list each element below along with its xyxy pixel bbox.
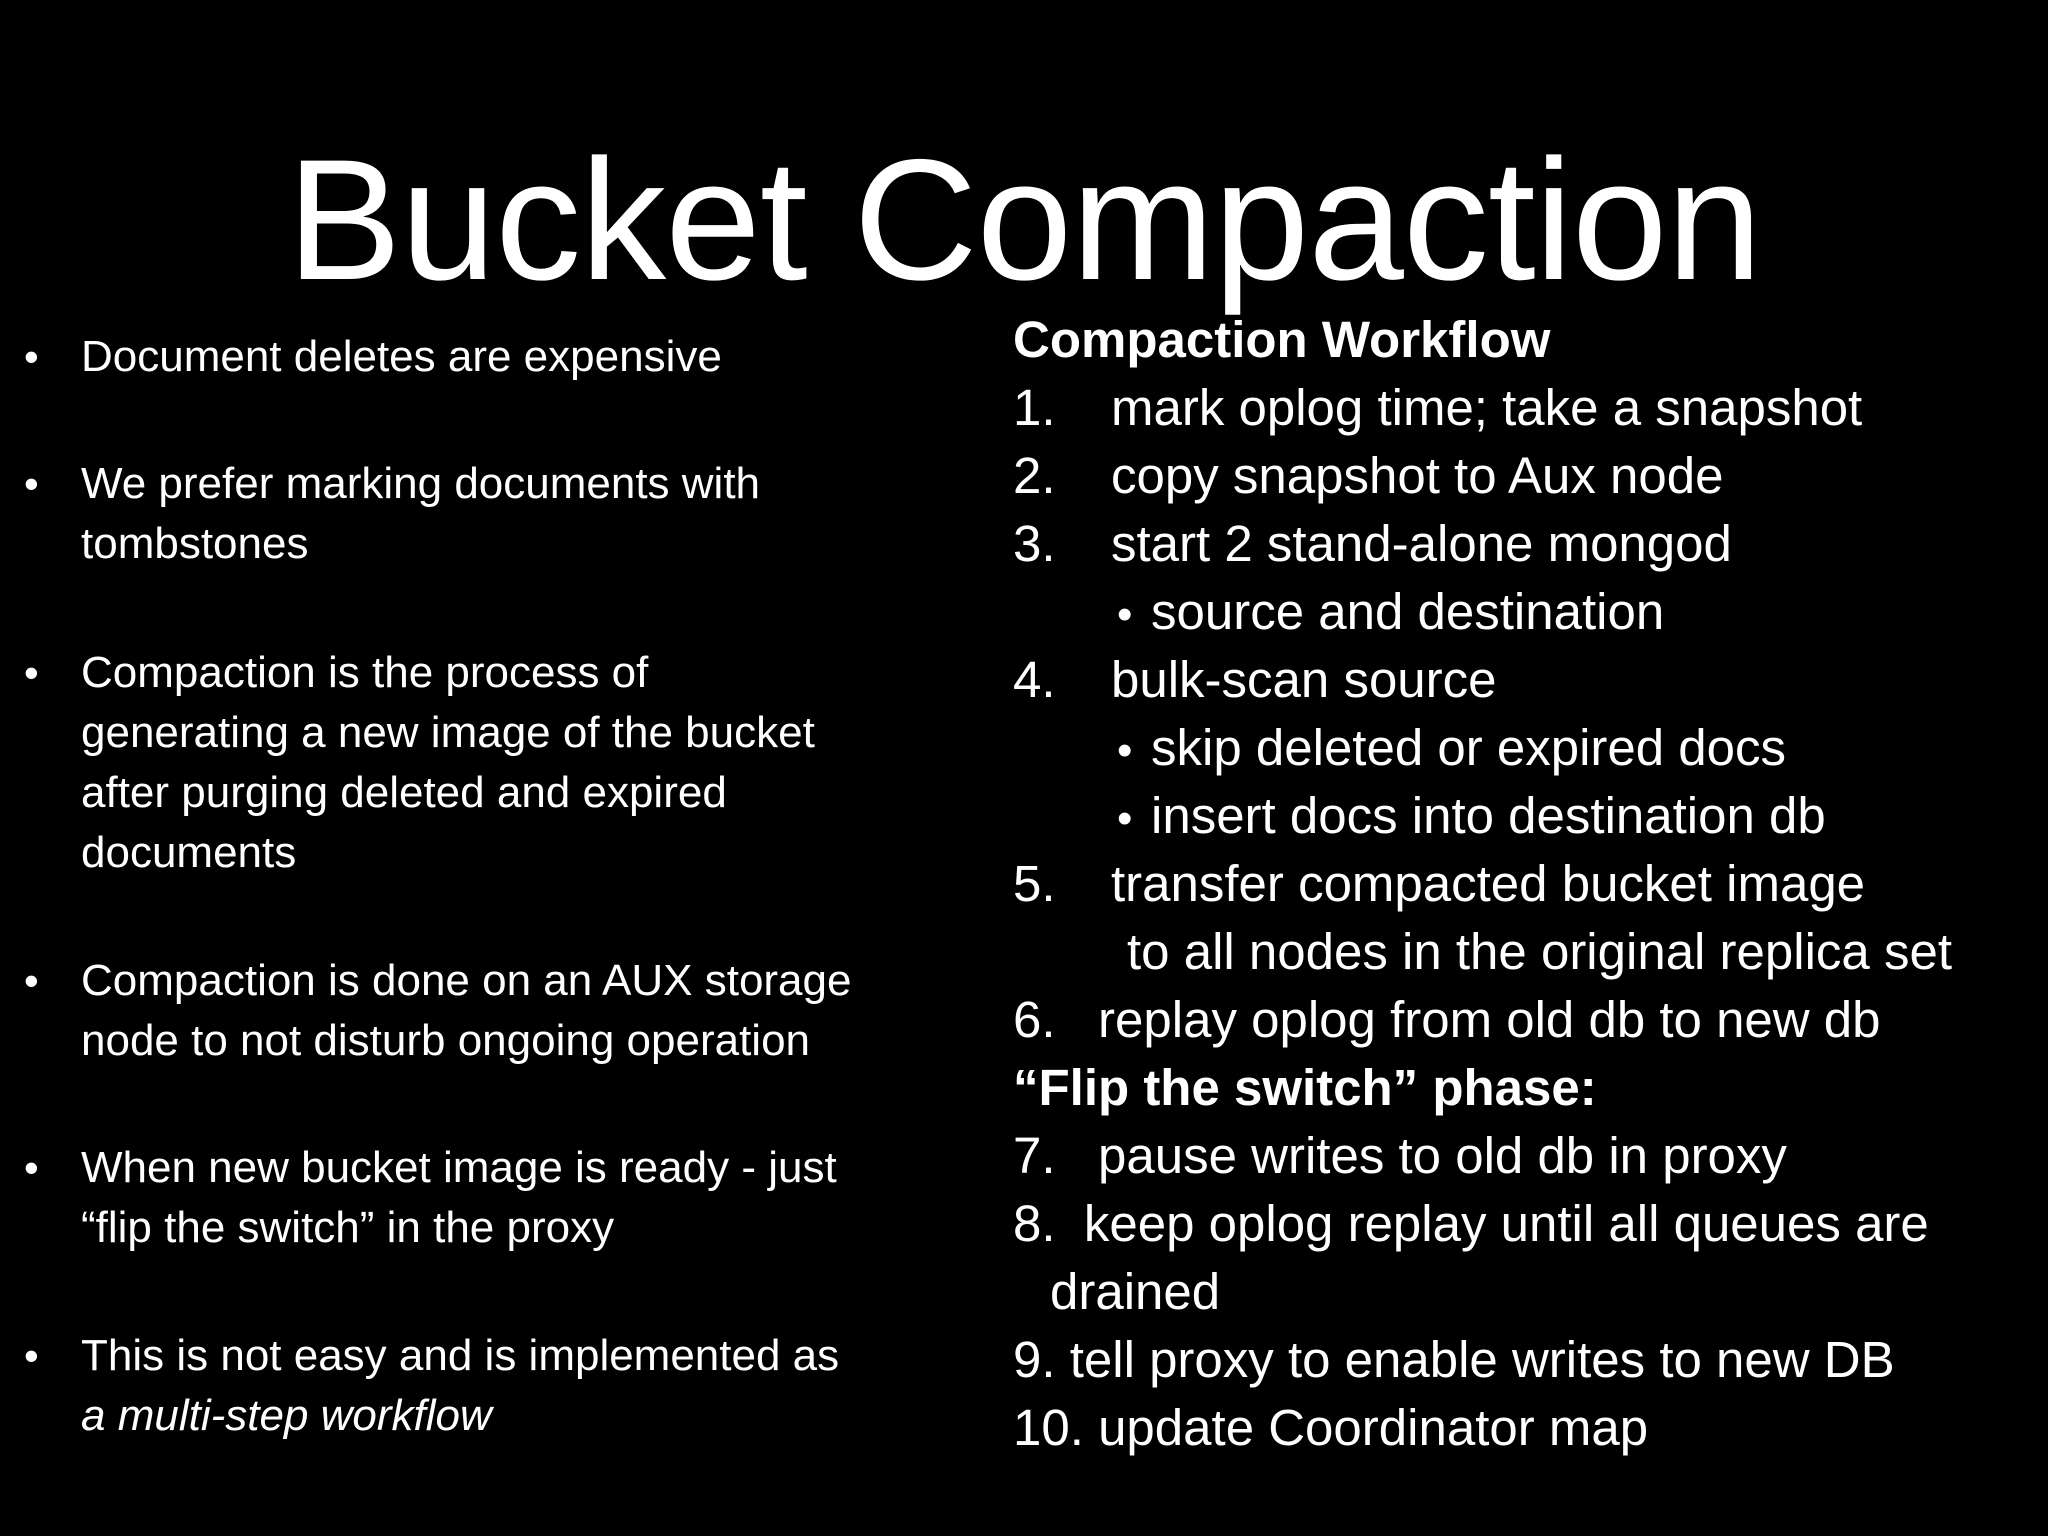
step-number: 4. — [1013, 651, 1056, 708]
bullet-line: generating a new image of the bucket — [81, 708, 815, 757]
workflow-step — [1013, 510, 1732, 578]
bullet-line: node to not disturb ongoing operation — [81, 1016, 811, 1065]
step-number: 1. — [1013, 379, 1056, 436]
workflow-sub-bullet — [1117, 578, 1664, 649]
bullet-text — [81, 454, 981, 574]
phase-heading: “Flip the switch” phase: — [1013, 1059, 1597, 1116]
sub-bullet-text: source and destination — [1151, 583, 1665, 640]
bullet-text — [81, 1138, 981, 1258]
bullet-line: Compaction is done on an AUX storage — [81, 956, 852, 1005]
step-number: 2. — [1013, 447, 1056, 504]
sub-bullet-glyph: • — [1117, 590, 1133, 639]
bullet-text — [81, 643, 981, 883]
bullet-glyph: • — [24, 957, 39, 1004]
bullet-glyph: • — [24, 1144, 39, 1191]
bullet-text — [81, 951, 981, 1071]
bullet-glyph: • — [24, 460, 39, 507]
workflow-step-continuation: to all nodes in the original replica set — [1127, 923, 1952, 980]
workflow-step: 7. pause writes to old db in proxy — [1013, 1127, 1787, 1184]
workflow-sub-bullet — [1117, 714, 1786, 785]
bullet-line-italic: a multi-step workflow — [81, 1391, 492, 1440]
step-text: bulk-scan source — [1111, 651, 1497, 708]
workflow-step: 9. tell proxy to enable writes to new DB — [1013, 1331, 1895, 1388]
bullet-line: This is not easy and is implemented as — [81, 1331, 840, 1380]
step-number: 5. — [1013, 855, 1056, 912]
workflow-step — [1013, 850, 1865, 918]
workflow-step: 8. keep oplog replay until all queues are — [1013, 1195, 1929, 1252]
workflow-sub-bullet — [1117, 782, 1826, 853]
bullet-glyph: • — [24, 1332, 39, 1379]
bullet-glyph: • — [24, 333, 39, 380]
step-text: transfer compacted bucket image — [1111, 855, 1866, 912]
sub-bullet-text: skip deleted or expired docs — [1151, 719, 1787, 776]
bullet-line: documents — [81, 828, 297, 877]
step-text: start 2 stand-alone mongod — [1111, 515, 1732, 572]
sub-bullet-glyph: • — [1117, 794, 1133, 843]
workflow-step: 10. update Coordinator map — [1013, 1399, 1649, 1456]
bullet-line: after purging deleted and expired — [81, 768, 727, 817]
step-text: copy snapshot to Aux node — [1111, 447, 1724, 504]
sub-bullet-text: insert docs into destination db — [1151, 787, 1826, 844]
bullet-line: tombstones — [81, 519, 309, 568]
bullet-line: When new bucket image is ready - just — [81, 1143, 837, 1192]
slide-title: Bucket Compaction — [286, 124, 1762, 316]
workflow-step — [1013, 442, 1723, 510]
bullet-line: Compaction is the process of — [81, 648, 649, 697]
bullet-text — [81, 1326, 981, 1446]
sub-bullet-glyph: • — [1117, 726, 1133, 775]
bullet-line: We prefer marking documents with — [81, 459, 761, 508]
left-bullet-list — [0, 0, 1000, 1536]
workflow-step — [1013, 646, 1497, 714]
bullet-line: Document deletes are expensive — [81, 332, 722, 381]
workflow-step: 6. replay oplog from old db to new db — [1013, 991, 1881, 1048]
workflow-heading: Compaction Workflow — [1013, 311, 1551, 368]
step-number: 3. — [1013, 515, 1056, 572]
compaction-workflow — [1013, 0, 2048, 1536]
workflow-step — [1013, 374, 1862, 442]
bullet-text — [81, 327, 981, 387]
bullet-glyph: • — [24, 649, 39, 696]
bullet-line: “flip the switch” in the proxy — [81, 1203, 615, 1252]
workflow-step-continuation: drained — [1050, 1263, 1221, 1320]
step-text: mark oplog time; take a snapshot — [1111, 379, 1863, 436]
